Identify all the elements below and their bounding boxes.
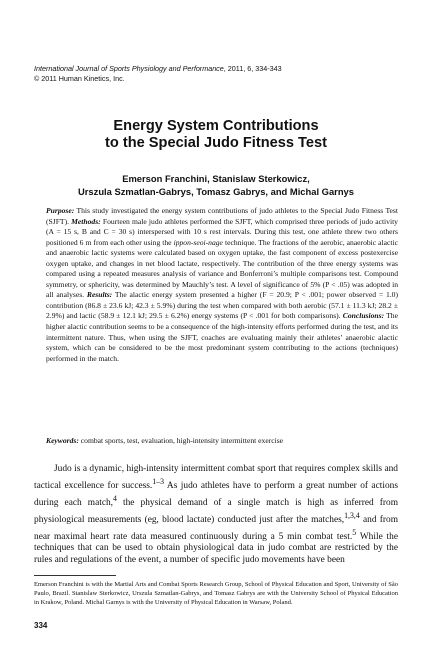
- conclusions-text: The higher alactic contribution seems to be a consequence of the high-intensity efforts performed during the test, and its intermittent nature. Thus, when using the SJFT, coaches are evaluating mainly their athletes’ anaerobic alactic system, which can be considered to be the most predominant system contributing to the actions (techniques) performed in the match.: [46, 311, 398, 363]
- title-line-2: to the Special Judo Fitness Test: [105, 135, 327, 151]
- citation-ref: 4: [113, 493, 117, 503]
- journal-citation: [34, 64, 404, 74]
- technique-name: ippon-seoi-nage: [173, 237, 223, 247]
- page-number: 334: [34, 621, 48, 630]
- authors-line-2: Urszula Szmatlan-Gabrys, Tomasz Gabrys, and Michal Garnys: [78, 186, 354, 197]
- journal-issue: , 2011, 6, 334-343: [223, 64, 282, 73]
- copyright-line: © 2011 Human Kinetics, Inc.: [34, 74, 125, 83]
- body-text: [34, 464, 398, 567]
- author-affiliations-footnote: Emerson Franchini is with the Martial Arts and Combat Sports Research Group, School of Physical Education and Sport, University of São Paulo, Brazil. Stanislaw Sterkowicz, Urszula Szmatlan-Gabrys, and Tomasz Gabrys are with the University School of Physical Education in Krakow, Poland. Michal Garnys is with the University of Physical Education in Warsaw, Poland.: [34, 581, 398, 606]
- authors-line-1: Emerson Franchini, Stanislaw Sterkowicz,: [122, 173, 310, 184]
- keywords: [46, 436, 398, 446]
- results-text: The alactic energy system presented a higher (F = 20.9; P < .001; power observed = 1.0) contribution (86.8 ± 23.6 kJ; 42.3 ± 5.9%) during the test when compared with both aerobic (57.1 ± 11.3 kJ; 28.2 ± 2.9%) and lactic (58.9 ± 12.1 kJ; 29.5 ± 6.2%) energy systems (P < .001 for both comparisons).: [46, 290, 398, 321]
- keywords-text: combat sports, test, evaluation, high-intensity intermittent exercise: [78, 436, 284, 445]
- footnote-divider: [34, 575, 116, 576]
- methods-text-a: Fourteen male judo athletes performed the SJFT, which comprised three periods of judo activity (A = 15 s, B and C = 30 s) interspersed with 10 s rest intervals. During this test, one athlete threw two others positioned 6 m from each other using the: [46, 216, 398, 247]
- body-text-d: and from near maximal heart rate data measured continuously during a 5 min combat test.: [34, 514, 398, 542]
- abstract: [46, 206, 398, 364]
- keywords-label: Keywords:: [46, 436, 79, 445]
- citation-ref: 1–3: [152, 476, 165, 486]
- methods-label: Methods:: [71, 216, 101, 226]
- citation-ref: 1,3,4: [344, 510, 360, 520]
- body-text-e: While the techniques that can be used to obtain physiological data in judo combat are restricted by the rules and regulations of the event, a number of specific judo movements have been: [34, 531, 398, 566]
- author-list: [34, 172, 398, 198]
- body-text-a: Judo is a dynamic, high-intensity intermittent combat sport that requires complex skills and tactical excellence for success.: [34, 464, 398, 491]
- methods-text-b: technique. The fractions of the aerobic, anaerobic alactic and anaerobic lactic systems were calculated based on oxygen uptake, the fast component of excess postexercise oxygen uptake, and changes in net blood lactate, respectively. The contribution of the three energy systems was compared using a repeated measures analysis of variance and Bonferroni’s multiple comparisons test. Compound symmetry, or sphericity, was determined by Mauchly’s test. A level of significance of 5% (P < .05) was adopted in all analyses.: [46, 237, 398, 300]
- results-label: Results:: [86, 290, 113, 300]
- title-line-1: Energy System Contributions: [113, 118, 319, 134]
- body-text-b: As judo athletes have to perform a great number of actions during each match,: [34, 480, 398, 508]
- journal-name: International Journal of Sports Physiology and Performance: [34, 64, 224, 73]
- body-text-c: the physical demand of a single match is high as inferred from physiological measurements (eg, blood lactate) conducted just after the matches,: [34, 497, 398, 525]
- article-title: [34, 118, 398, 152]
- purpose-text: This study investigated the energy system contributions of judo athletes to the Special Judo Fitness Test (SJFT).: [46, 206, 398, 226]
- purpose-label: Purpose:: [46, 206, 75, 215]
- conclusions-label: Conclusions:: [342, 311, 385, 321]
- intro-paragraph: [34, 464, 398, 567]
- citation-ref: 5: [352, 527, 357, 537]
- journal-header: [34, 64, 404, 84]
